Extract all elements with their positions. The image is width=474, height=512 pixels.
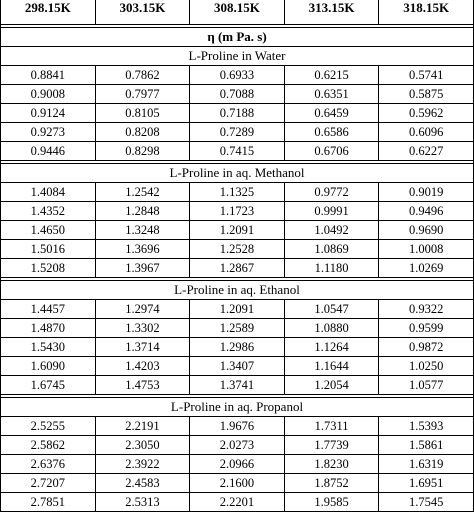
viscosity-value-cell: 2.3050 xyxy=(95,436,190,455)
viscosity-value-cell: 0.9019 xyxy=(379,183,474,202)
viscosity-value-cell: 1.4203 xyxy=(95,357,190,376)
viscosity-value-cell: 0.6096 xyxy=(379,123,474,142)
viscosity-value-cell: 1.7545 xyxy=(379,493,474,512)
viscosity-table-body xyxy=(1,0,474,512)
viscosity-value-cell: 1.1325 xyxy=(190,183,285,202)
viscosity-value-cell: 1.4352 xyxy=(1,202,96,221)
viscosity-value-cell: 1.3248 xyxy=(95,221,190,240)
viscosity-value-cell: 0.5962 xyxy=(379,104,474,123)
viscosity-value-cell: 0.9124 xyxy=(1,104,96,123)
viscosity-value-cell: 2.4583 xyxy=(95,474,190,493)
table-row xyxy=(1,66,474,85)
section-title-row xyxy=(1,47,474,66)
viscosity-value-cell: 1.1644 xyxy=(284,357,379,376)
viscosity-value-cell: 1.5861 xyxy=(379,436,474,455)
viscosity-value-cell: 1.2091 xyxy=(190,300,285,319)
viscosity-value-cell: 2.2191 xyxy=(95,417,190,436)
viscosity-value-cell: 1.1180 xyxy=(284,259,379,278)
temperature-header-cell: 298.15K xyxy=(1,0,96,25)
viscosity-value-cell: 1.5208 xyxy=(1,259,96,278)
viscosity-value-cell: 0.7088 xyxy=(190,85,285,104)
viscosity-value-cell: 1.0577 xyxy=(379,376,474,395)
viscosity-value-cell: 1.0008 xyxy=(379,240,474,259)
viscosity-value-cell: 1.4457 xyxy=(1,300,96,319)
table-row xyxy=(1,319,474,338)
viscosity-value-cell: 2.3922 xyxy=(95,455,190,474)
table-row xyxy=(1,376,474,395)
viscosity-value-cell: 2.5313 xyxy=(95,493,190,512)
table-row xyxy=(1,123,474,142)
section-title: L-Proline in aq. Methanol xyxy=(1,164,474,183)
viscosity-value-cell: 1.3302 xyxy=(95,319,190,338)
viscosity-value-cell: 0.9322 xyxy=(379,300,474,319)
table-row xyxy=(1,493,474,512)
table-row xyxy=(1,221,474,240)
viscosity-value-cell: 0.9496 xyxy=(379,202,474,221)
viscosity-value-cell: 1.2848 xyxy=(95,202,190,221)
unit-row xyxy=(1,28,474,47)
viscosity-value-cell: 0.9599 xyxy=(379,319,474,338)
viscosity-value-cell: 1.2054 xyxy=(284,376,379,395)
temperature-header-cell: 303.15K xyxy=(95,0,190,25)
viscosity-value-cell: 1.6319 xyxy=(379,455,474,474)
viscosity-value-cell: 1.2867 xyxy=(190,259,285,278)
viscosity-value-cell: 0.6351 xyxy=(284,85,379,104)
viscosity-value-cell: 1.1723 xyxy=(190,202,285,221)
viscosity-value-cell: 1.4870 xyxy=(1,319,96,338)
viscosity-value-cell: 1.3967 xyxy=(95,259,190,278)
viscosity-value-cell: 1.9676 xyxy=(190,417,285,436)
viscosity-value-cell: 1.3407 xyxy=(190,357,285,376)
viscosity-value-cell: 0.9273 xyxy=(1,123,96,142)
viscosity-value-cell: 2.5255 xyxy=(1,417,96,436)
section-title: L-Proline in aq. Ethanol xyxy=(1,281,474,300)
viscosity-value-cell: 1.3741 xyxy=(190,376,285,395)
viscosity-value-cell: 1.8230 xyxy=(284,455,379,474)
viscosity-value-cell: 1.2091 xyxy=(190,221,285,240)
viscosity-value-cell: 2.1600 xyxy=(190,474,285,493)
viscosity-value-cell: 0.6706 xyxy=(284,142,379,161)
table-row xyxy=(1,474,474,493)
viscosity-value-cell: 2.6376 xyxy=(1,455,96,474)
viscosity-value-cell: 1.4753 xyxy=(95,376,190,395)
temperature-header-cell: 308.15K xyxy=(190,0,285,25)
temperature-header-row xyxy=(1,0,474,25)
table-row xyxy=(1,240,474,259)
viscosity-value-cell: 0.7862 xyxy=(95,66,190,85)
viscosity-value-cell: 1.2986 xyxy=(190,338,285,357)
viscosity-value-cell: 1.4084 xyxy=(1,183,96,202)
table-row xyxy=(1,338,474,357)
section-title-row xyxy=(1,281,474,300)
viscosity-value-cell: 2.7851 xyxy=(1,493,96,512)
viscosity-value-cell: 1.7311 xyxy=(284,417,379,436)
temperature-header-cell: 318.15K xyxy=(379,0,474,25)
viscosity-value-cell: 0.8298 xyxy=(95,142,190,161)
viscosity-value-cell: 2.0273 xyxy=(190,436,285,455)
table-row xyxy=(1,183,474,202)
viscosity-value-cell: 0.9772 xyxy=(284,183,379,202)
unit-label: η (m Pa. s) xyxy=(1,28,474,47)
viscosity-value-cell: 1.5393 xyxy=(379,417,474,436)
viscosity-value-cell: 1.2542 xyxy=(95,183,190,202)
table-row xyxy=(1,357,474,376)
table-row xyxy=(1,436,474,455)
table-row xyxy=(1,202,474,221)
table-row xyxy=(1,417,474,436)
viscosity-value-cell: 0.7977 xyxy=(95,85,190,104)
viscosity-value-cell: 1.6745 xyxy=(1,376,96,395)
viscosity-value-cell: 0.6459 xyxy=(284,104,379,123)
viscosity-value-cell: 2.2201 xyxy=(190,493,285,512)
viscosity-value-cell: 0.9446 xyxy=(1,142,96,161)
viscosity-value-cell: 1.9585 xyxy=(284,493,379,512)
viscosity-value-cell: 2.7207 xyxy=(1,474,96,493)
viscosity-value-cell: 0.8105 xyxy=(95,104,190,123)
viscosity-value-cell: 1.3714 xyxy=(95,338,190,357)
table-row xyxy=(1,300,474,319)
viscosity-value-cell: 0.5741 xyxy=(379,66,474,85)
viscosity-value-cell: 1.0269 xyxy=(379,259,474,278)
viscosity-value-cell: 1.6951 xyxy=(379,474,474,493)
viscosity-value-cell: 0.7415 xyxy=(190,142,285,161)
table-row xyxy=(1,142,474,161)
viscosity-value-cell: 0.6215 xyxy=(284,66,379,85)
viscosity-value-cell: 1.3696 xyxy=(95,240,190,259)
viscosity-value-cell: 1.1264 xyxy=(284,338,379,357)
section-title: L-Proline in Water xyxy=(1,47,474,66)
viscosity-value-cell: 0.6227 xyxy=(379,142,474,161)
table-row xyxy=(1,259,474,278)
viscosity-value-cell: 0.8841 xyxy=(1,66,96,85)
viscosity-value-cell: 0.9991 xyxy=(284,202,379,221)
viscosity-value-cell: 0.6933 xyxy=(190,66,285,85)
viscosity-value-cell: 1.0547 xyxy=(284,300,379,319)
table-row xyxy=(1,455,474,474)
viscosity-value-cell: 1.0869 xyxy=(284,240,379,259)
viscosity-value-cell: 0.8208 xyxy=(95,123,190,142)
viscosity-value-cell: 0.6586 xyxy=(284,123,379,142)
viscosity-value-cell: 1.0880 xyxy=(284,319,379,338)
viscosity-value-cell: 2.5862 xyxy=(1,436,96,455)
viscosity-value-cell: 1.0250 xyxy=(379,357,474,376)
viscosity-value-cell: 1.8752 xyxy=(284,474,379,493)
table-row xyxy=(1,104,474,123)
section-title-row xyxy=(1,164,474,183)
viscosity-value-cell: 0.7188 xyxy=(190,104,285,123)
viscosity-value-cell: 2.0966 xyxy=(190,455,285,474)
viscosity-value-cell: 1.2974 xyxy=(95,300,190,319)
viscosity-value-cell: 1.0492 xyxy=(284,221,379,240)
viscosity-value-cell: 0.9008 xyxy=(1,85,96,104)
viscosity-value-cell: 1.2589 xyxy=(190,319,285,338)
viscosity-value-cell: 1.7739 xyxy=(284,436,379,455)
table-row xyxy=(1,85,474,104)
viscosity-value-cell: 1.4650 xyxy=(1,221,96,240)
viscosity-value-cell: 0.5875 xyxy=(379,85,474,104)
viscosity-value-cell: 1.5430 xyxy=(1,338,96,357)
viscosity-value-cell: 1.2528 xyxy=(190,240,285,259)
section-title: L-Proline in aq. Propanol xyxy=(1,398,474,417)
viscosity-value-cell: 0.9690 xyxy=(379,221,474,240)
viscosity-value-cell: 1.6090 xyxy=(1,357,96,376)
temperature-header-cell: 313.15K xyxy=(284,0,379,25)
viscosity-value-cell: 0.7289 xyxy=(190,123,285,142)
viscosity-value-cell: 1.5016 xyxy=(1,240,96,259)
viscosity-value-cell: 0.9872 xyxy=(379,338,474,357)
section-title-row xyxy=(1,398,474,417)
